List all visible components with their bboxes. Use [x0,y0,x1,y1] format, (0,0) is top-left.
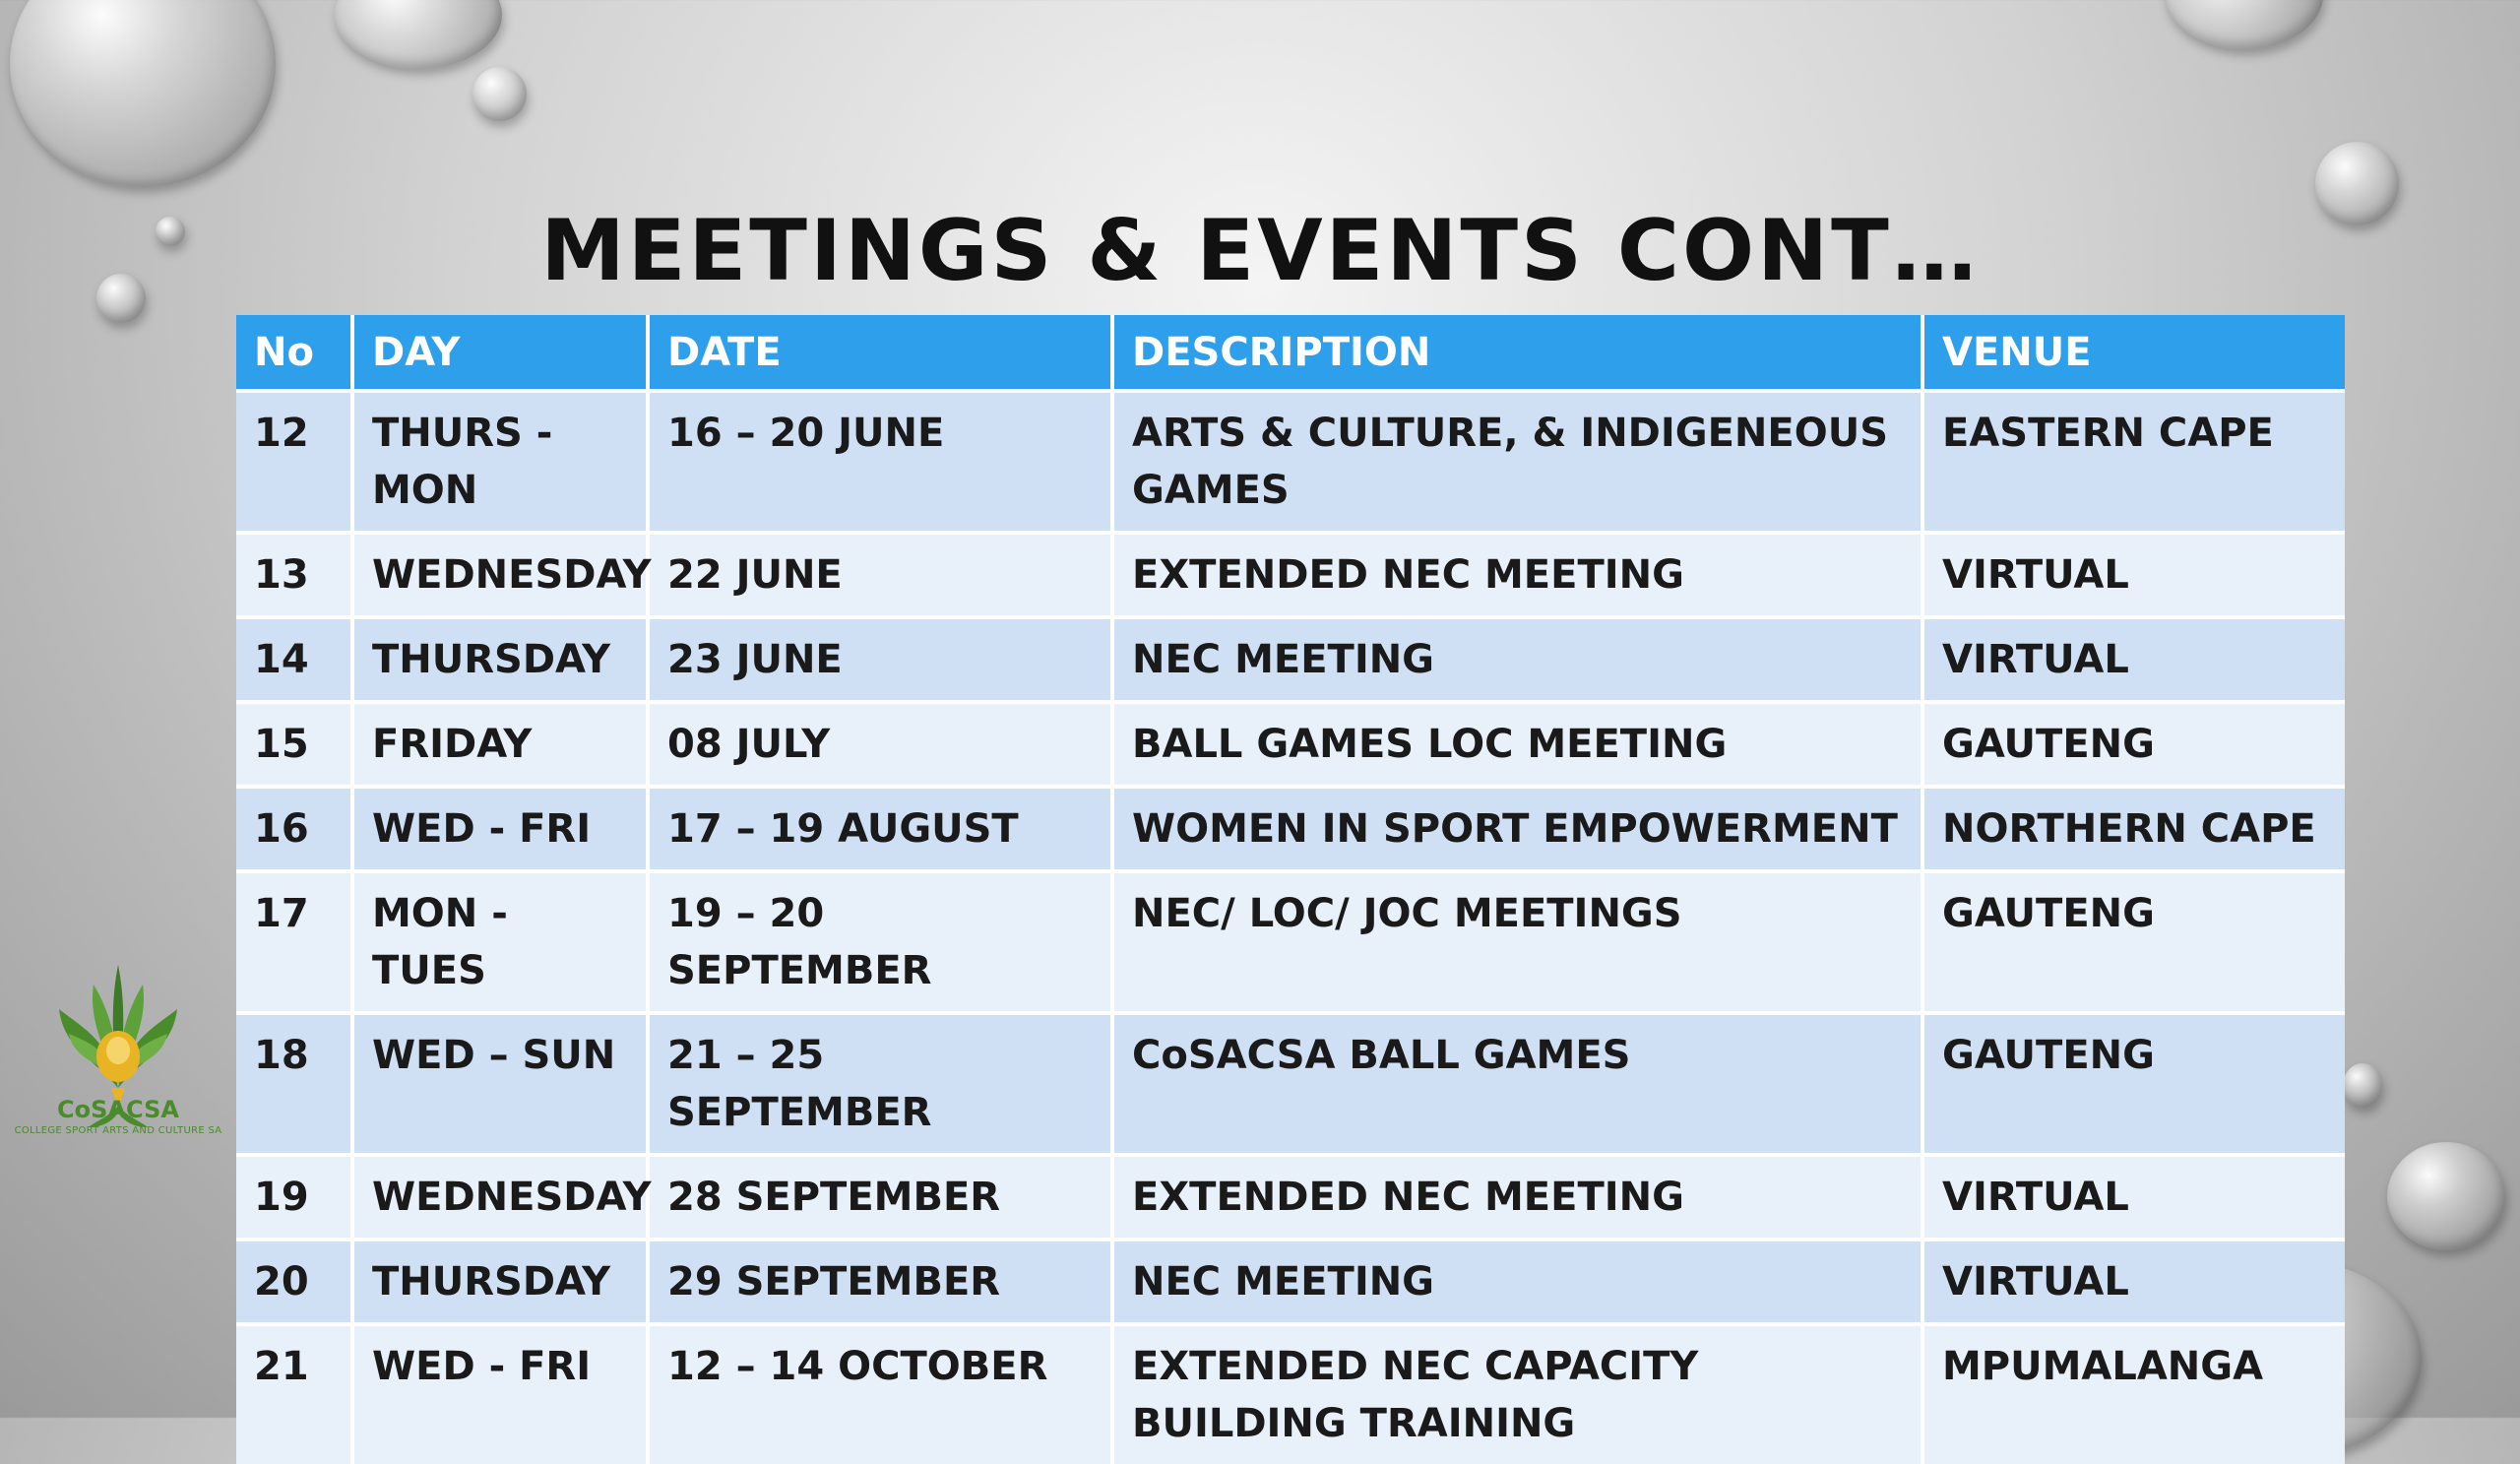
cell-description: EXTENDED NEC MEETING [1112,1155,1922,1240]
water-drop [2387,1142,2505,1250]
cell-day: FRIDAY [352,702,648,787]
cell-description: NEC MEETING [1112,1240,1922,1324]
logo-name: CoSACSA [57,1096,179,1123]
cell-date: 29 SEPTEMBER [648,1240,1112,1324]
header-day: DAY [352,315,648,391]
cell-date: 08 JULY [648,702,1112,787]
cell-day: THURSDAY [352,1240,648,1324]
cell-day: WEDNESDAY [352,533,648,617]
cell-description: EXTENDED NEC CAPACITY BUILDING TRAINING [1112,1324,1922,1464]
cell-description: CoSACSA BALL GAMES [1112,1013,1922,1155]
table-row [236,1240,2345,1324]
table-row [236,391,2345,533]
cell-venue: NORTHERN CAPE [1922,787,2345,871]
table-row [236,1324,2345,1464]
table-row [236,533,2345,617]
slide-title: MEETINGS & EVENTS CONT… [540,202,1980,300]
table-row [236,871,2345,1013]
cell-day: THURS - MON [352,391,648,533]
table-row [236,1013,2345,1155]
cell-no: 21 [236,1324,352,1464]
events-table [236,315,2345,1464]
cell-no: 16 [236,787,352,871]
cell-venue: VIRTUAL [1922,1155,2345,1240]
cell-no: 20 [236,1240,352,1324]
cell-date: 12 – 14 OCTOBER [648,1324,1112,1464]
cell-day: WED - FRI [352,1324,648,1464]
water-drop [2343,1063,2382,1108]
cell-venue: GAUTENG [1922,1013,2345,1155]
table-header-row [236,315,2345,391]
water-drop [2166,0,2323,49]
cell-description: EXTENDED NEC MEETING [1112,533,1922,617]
cell-no: 17 [236,871,352,1013]
cell-venue: MPUMALANGA [1922,1324,2345,1464]
cell-day: MON - TUES [352,871,648,1013]
cell-no: 14 [236,617,352,702]
table-row [236,702,2345,787]
water-drop [335,0,502,69]
cell-venue: GAUTENG [1922,702,2345,787]
cell-venue: VIRTUAL [1922,1240,2345,1324]
cell-description: NEC MEETING [1112,617,1922,702]
header-date: DATE [648,315,1112,391]
cell-description: NEC/ LOC/ JOC MEETINGS [1112,871,1922,1013]
cell-day: THURSDAY [352,617,648,702]
cell-no: 18 [236,1013,352,1155]
cell-description: WOMEN IN SPORT EMPOWERMENT [1112,787,1922,871]
water-drop [10,0,276,187]
table-row [236,787,2345,871]
cell-description: BALL GAMES LOC MEETING [1112,702,1922,787]
cell-date: 28 SEPTEMBER [648,1155,1112,1240]
cell-date: 17 – 19 AUGUST [648,787,1112,871]
cell-description: ARTS & CULTURE, & INDIGENEOUS GAMES [1112,391,1922,533]
cell-no: 13 [236,533,352,617]
header-venue: VENUE [1922,315,2345,391]
cell-date: 22 JUNE [648,533,1112,617]
cell-date: 23 JUNE [648,617,1112,702]
logo-tagline: COLLEGE SPORT ARTS AND CULTURE SA [14,1125,222,1136]
cell-day: WED – SUN [352,1013,648,1155]
cell-day: WED - FRI [352,787,648,871]
cell-day: WEDNESDAY [352,1155,648,1240]
table-row [236,1155,2345,1240]
header-description: DESCRIPTION [1112,315,1922,391]
cell-date: 19 – 20 SEPTEMBER [648,871,1112,1013]
table-row [236,617,2345,702]
cell-venue: VIRTUAL [1922,617,2345,702]
cell-venue: EASTERN CAPE [1922,391,2345,533]
header-no: No [236,315,352,391]
cell-date: 16 – 20 JUNE [648,391,1112,533]
cell-no: 15 [236,702,352,787]
cell-venue: GAUTENG [1922,871,2345,1013]
cell-no: 19 [236,1155,352,1240]
cell-venue: VIRTUAL [1922,533,2345,617]
cell-no: 12 [236,391,352,533]
water-drop [472,67,527,121]
cell-date: 21 – 25 SEPTEMBER [648,1013,1112,1155]
